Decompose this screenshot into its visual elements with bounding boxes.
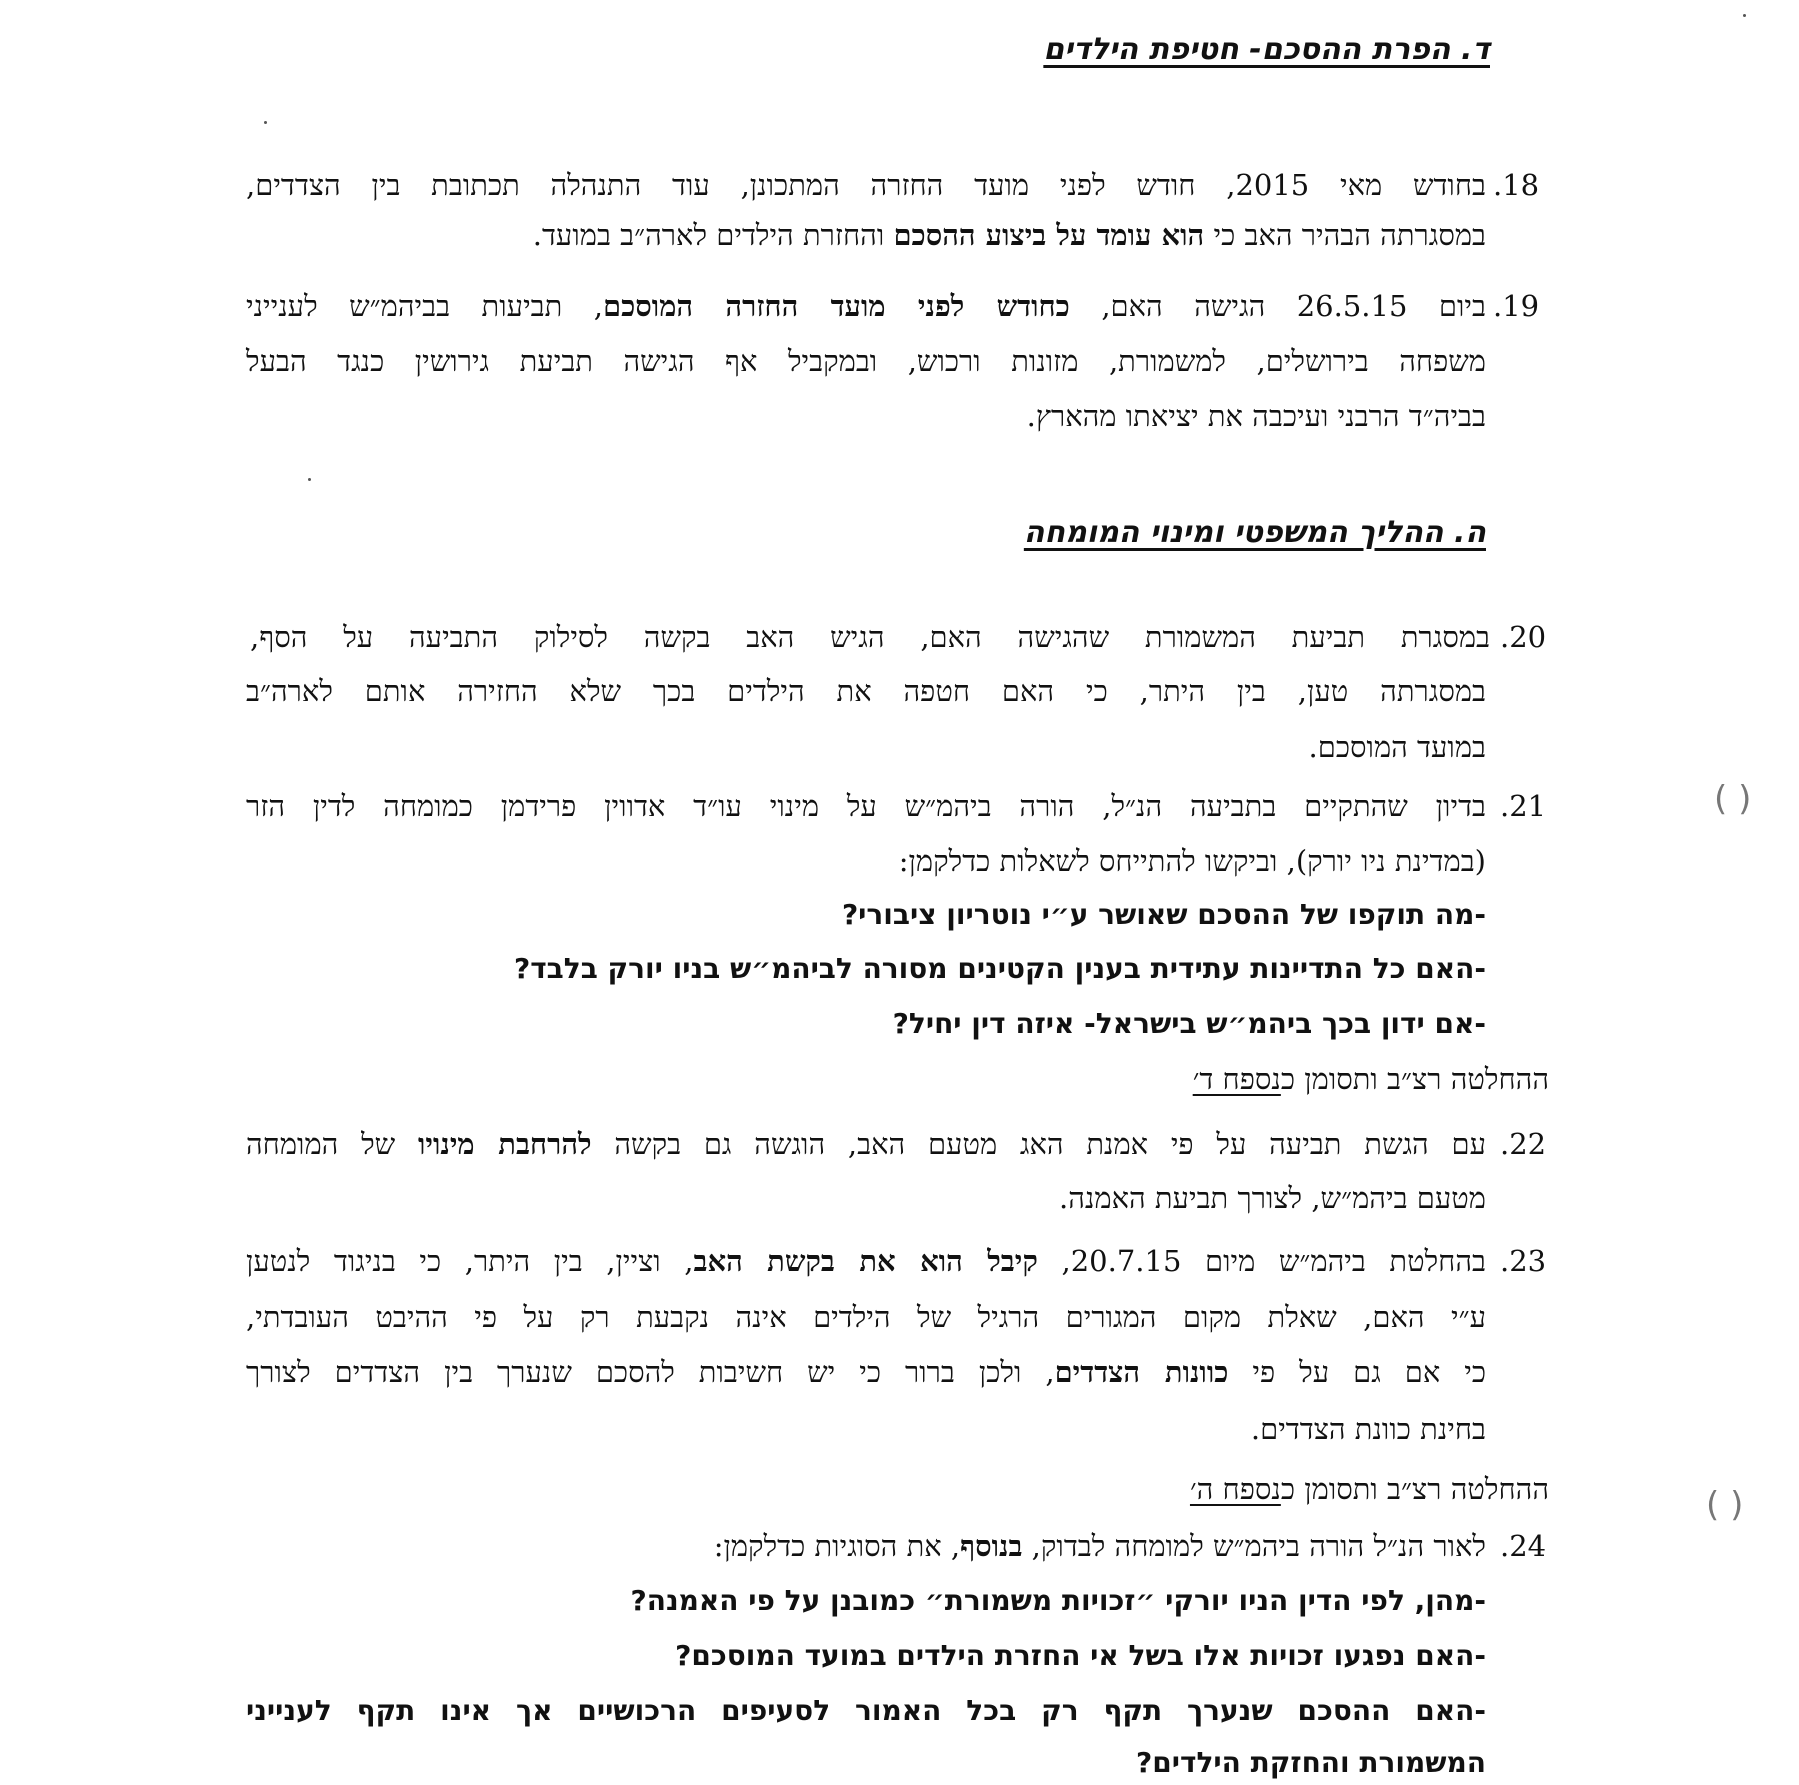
- margin-parenthesis-mark: ( ): [1706, 1485, 1744, 1525]
- paragraph-18-number: .18: [1493, 168, 1540, 202]
- paragraph-21-line-2: (במדינת ניו יורק), וביקשו להתייחס לשאלות כדלקמן:: [898, 844, 1486, 878]
- paragraph-24-number: .24: [1500, 1529, 1547, 1563]
- paragraph-23-line-4: בחינת כוונת הצדדים.: [1250, 1412, 1486, 1446]
- section-h-heading: ה. ההליך המשפטי ומינוי המומחה: [1023, 515, 1486, 550]
- paragraph-18-line-2: במסגרתה הבהיר האב כי הוא עומד על ביצוע ההסכם והחזרת הילדים לארה״ב במועד.: [532, 218, 1486, 252]
- paragraph-21-number: .21: [1500, 789, 1547, 823]
- paragraph-19-line-2: משפחה בירושלים, למשמורת, מזונות ורכוש, ובמקביל אף הגישה תביעת גירושין כנגד הבעל: [246, 344, 1486, 378]
- paragraph-20-number: .20: [1500, 620, 1547, 654]
- paragraph-24-question-1: -מהן, לפי הדין הניו יורקי ״זכויות משמורת״ כמובנן על פי האמנה?: [630, 1584, 1486, 1617]
- paragraph-23-emphasis-1: קיבל הוא את בקשת האב: [693, 1244, 1038, 1278]
- paragraph-18-emphasis: הוא עומד על ביצוע ההסכם: [893, 218, 1205, 252]
- paragraph-23-emphasis-2: כוונות הצדדים: [1054, 1355, 1229, 1389]
- paragraph-19-line-3: בביה״ד הרבני ועיכבה את יציאתו מהארץ.: [1026, 399, 1486, 433]
- paragraph-20-line-2: במסגרתה טען, בין היתר, כי האם חטפה את הילדים בכך שלא החזירה אותם לארה״ב: [246, 674, 1486, 708]
- paragraph-19-number: .19: [1493, 289, 1540, 323]
- scan-speck: [1743, 14, 1746, 17]
- appendix-h-label: נספח ה׳: [1189, 1472, 1281, 1506]
- paragraph-19-line-1: ביום 26.5.15 הגישה האם, כחודש לפני מועד החזרה המוסכם, תביעות בביהמ״ש לענייני: [246, 289, 1486, 323]
- margin-parenthesis-mark: ( ): [1714, 779, 1752, 819]
- paragraph-21-question-1: -מה תוקפו של ההסכם שאושר ע״י נוטריון ציבורי?: [841, 898, 1486, 931]
- paragraph-24-question-3: -האם ההסכם שנערך תקף רק בכל האמור לסעיפים הרכושיים אך אינו תקף לענייני: [246, 1694, 1486, 1727]
- paragraph-22-line-1: עם הגשת תביעה על פי אמנת האג מטעם האב, הוגשה גם בקשה להרחבת מינויו של המומחה: [246, 1127, 1486, 1161]
- appendix-h-note: ההחלטה רצ״ב ותסומן כנספח ה׳: [1189, 1472, 1549, 1506]
- paragraph-20-line-1: במסגרת תביעת המשמורת שהגישה האם, הגיש האב בקשה לסילוק התביעה על הסף,: [250, 620, 1490, 654]
- scan-speck: [264, 121, 267, 124]
- scan-speck: [308, 478, 311, 481]
- paragraph-23-line-2: ע״י האם, שאלת מקום המגורים הרגיל של הילדים אינה נקבעת רק על פי ההיבט העובדתי,: [246, 1300, 1486, 1334]
- paragraph-20-line-3: במועד המוסכם.: [1308, 730, 1486, 764]
- paragraph-24-line-1: לאור הנ״ל הורה ביהמ״ש למומחה לבדוק, בנוסף, את הסוגיות כדלקמן:: [713, 1529, 1486, 1563]
- paragraph-19-emphasis: כחודש לפני מועד החזרה המוסכם: [603, 289, 1070, 323]
- paragraph-23-number: .23: [1500, 1244, 1547, 1278]
- paragraph-22-line-2: מטעם ביהמ״ש, לצורך תביעת האמנה.: [1059, 1181, 1486, 1215]
- appendix-d-note: ההחלטה רצ״ב ותסומן כנספח ד׳: [1192, 1062, 1549, 1096]
- paragraph-23-line-3: כי אם גם על פי כוונות הצדדים, ולכן ברור כי יש חשיבות להסכם שנערך בין הצדדים לצורך: [246, 1355, 1486, 1389]
- section-d-heading: ד. הפרת ההסכם- חטיפת הילדים: [1043, 32, 1490, 67]
- paragraph-21-question-2: -האם כל התדיינות עתידית בענין הקטינים מסורה לביהמ״ש בניו יורק בלבד?: [513, 952, 1486, 985]
- paragraph-21-line-1: בדיון שהתקיים בתביעה הנ״ל, הורה ביהמ״ש על מינוי עו״ד אדווין פרידמן כמומחה לדין הזר: [246, 789, 1486, 823]
- paragraph-21-question-3: -אם ידון בכך ביהמ״ש בישראל- איזה דין יחיל?: [892, 1007, 1486, 1040]
- paragraph-18-line-1: בחודש מאי 2015, חודש לפני מועד החזרה המתכונן, עוד התנהלה תכתובת בין הצדדים,: [246, 168, 1486, 202]
- paragraph-24-question-3-cont: המשמורת והחזקת הילדים?: [1136, 1746, 1486, 1779]
- paragraph-24-question-2: -האם נפגעו זכויות אלו בשל אי החזרת הילדים במועד המוסכם?: [675, 1639, 1486, 1672]
- paragraph-22-emphasis: להרחבת מינויו: [417, 1127, 592, 1161]
- appendix-d-label: נספח ד׳: [1192, 1062, 1281, 1096]
- paragraph-24-emphasis: בנוסף: [960, 1529, 1023, 1563]
- paragraph-23-line-1: בהחלטת ביהמ״ש מיום 20.7.15, קיבל הוא את בקשת האב, וציין, בין היתר, כי בניגוד לנטען: [246, 1244, 1486, 1278]
- paragraph-22-number: .22: [1500, 1127, 1547, 1161]
